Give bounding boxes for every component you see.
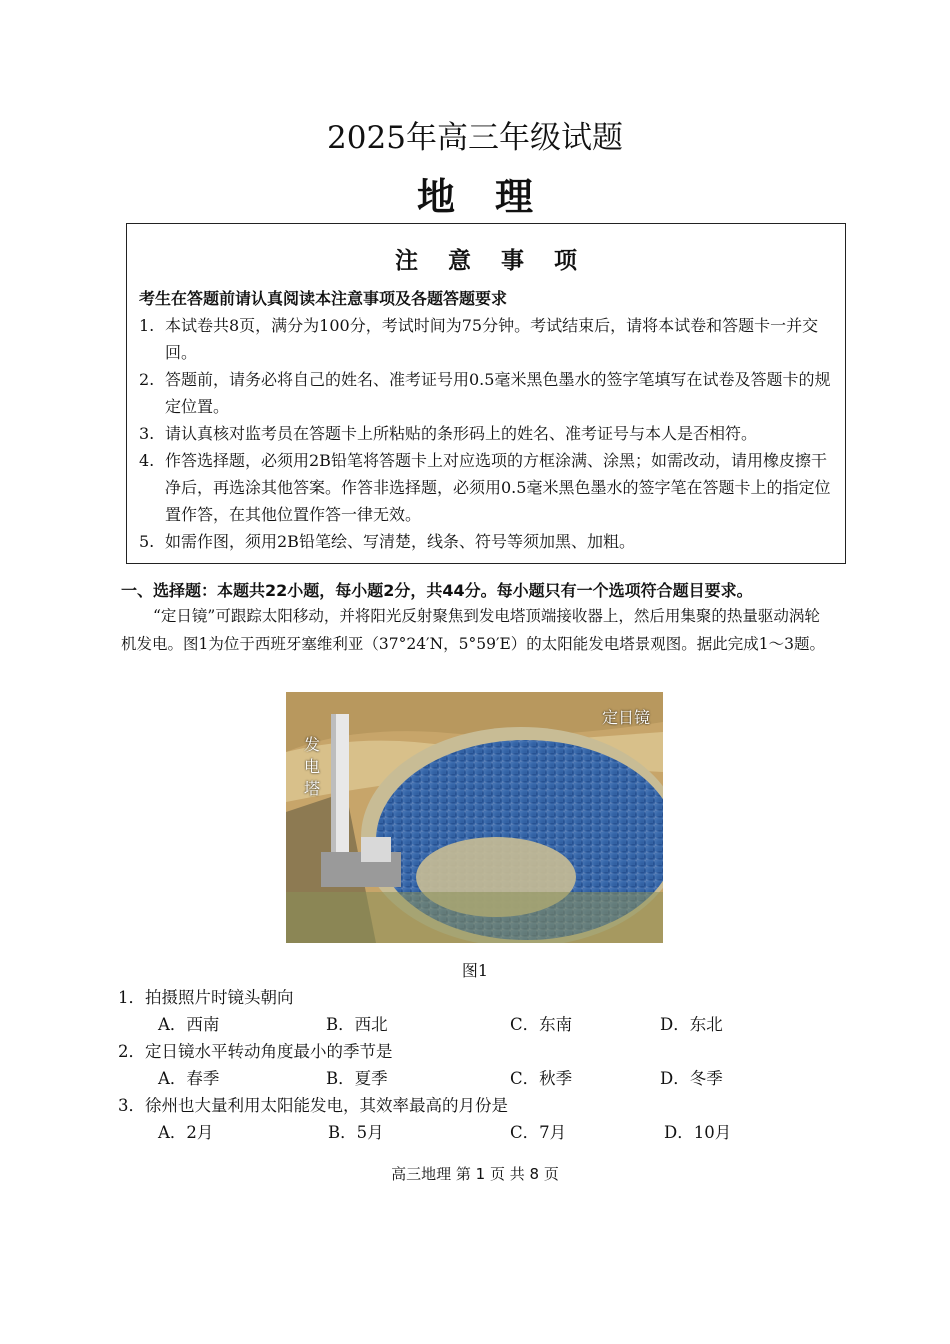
notice-item-text: 如需作图，须用2B铅笔绘、写清楚，线条、符号等须加黑、加粗。 [165, 532, 635, 551]
exam-title: 2025年高三年级试题 [327, 120, 623, 156]
notice-item-number: 3. [139, 424, 155, 443]
notice-item-number: 2. [139, 370, 155, 389]
question-stem: 2．定日镜水平转动角度最小的季节是 [118, 1042, 393, 1061]
notice-item [139, 528, 837, 555]
question-intro-paragraph: “定日镜”可跟踪太阳移动，并将阳光反射聚焦到发电塔顶端接收器上，然后用集聚的热量驱动涡轮机发电。图1为位于西班牙塞维利亚（37°24′N，5°59′E）的太阳能发电塔景观图。据此完成1～3题。 [121, 607, 826, 653]
figure-caption: 图1 [461, 961, 489, 980]
option-a[interactable]: A．西南 [158, 1015, 220, 1034]
notice-box [126, 223, 846, 564]
option-a[interactable]: A．春季 [158, 1069, 220, 1088]
question-stem: 3．徐州也大量利用太阳能发电，其效率最高的月份是 [118, 1096, 508, 1115]
option-b[interactable]: B．夏季 [326, 1069, 388, 1088]
section-heading: 一、选择题：本题共22小题，每小题2分，共44分。每小题只有一个选项符合题目要求。 [121, 581, 753, 600]
notice-item-number: 1. [139, 316, 155, 335]
notice-item-text: 作答选择题，必须用2B铅笔将答题卡上对应选项的方框涂满、涂黑；如需改动，请用橡皮擦干净后，再选涂其他答案。作答非选择题，必须用0.5毫米黑色墨水的签字笔在答题卡上的指定位置作答，在其他位置作答一律无效。 [165, 451, 831, 524]
notice-list [139, 312, 837, 555]
question-stem: 1．拍摄照片时镜头朝向 [118, 988, 294, 1007]
notice-item [139, 447, 837, 528]
option-c[interactable]: C．7月 [510, 1123, 567, 1142]
option-c[interactable]: C．秋季 [510, 1069, 573, 1088]
option-d[interactable]: D．10月 [664, 1123, 732, 1142]
option-a[interactable]: A．2月 [158, 1123, 214, 1142]
notice-item-text: 答题前，请务必将自己的姓名、准考证号用0.5毫米黑色墨水的签字笔填写在试卷及答题卡的规定位置。 [165, 370, 831, 416]
question-options [158, 1065, 818, 1089]
notice-item-text: 本试卷共8页，满分为100分，考试时间为75分钟。考试结束后，请将本试卷和答题卡一并交回。 [165, 316, 819, 362]
subject-title: 地理 [416, 175, 573, 219]
notice-item [139, 366, 837, 420]
notice-intro: 考生在答题前请认真阅读本注意事项及各题答题要求 [139, 289, 508, 308]
notice-item-text: 请认真核对监考员在答题卡上所粘贴的条形码上的姓名、准考证号与本人是否相符。 [165, 424, 758, 443]
question-options [158, 1119, 818, 1143]
notice-title: 注意事项 [395, 248, 607, 274]
solar-tower-photo [286, 692, 663, 943]
option-d[interactable]: D．东北 [660, 1015, 723, 1034]
tower-label: 发电塔 [304, 735, 321, 798]
heliostat-label: 定日镜 [602, 708, 651, 727]
option-d[interactable]: D．冬季 [660, 1069, 723, 1088]
question-options [158, 1011, 818, 1035]
option-c[interactable]: C．东南 [510, 1015, 573, 1034]
notice-item [139, 420, 837, 447]
option-b[interactable]: B．5月 [328, 1123, 384, 1142]
solar-tower-illustration [286, 692, 663, 943]
notice-item-number: 5. [139, 532, 155, 551]
page-footer: 高三地理 第 1 页 共 8 页 [391, 1165, 559, 1183]
notice-item [139, 312, 837, 366]
option-b[interactable]: B．西北 [326, 1015, 388, 1034]
notice-item-number: 4. [139, 451, 155, 470]
